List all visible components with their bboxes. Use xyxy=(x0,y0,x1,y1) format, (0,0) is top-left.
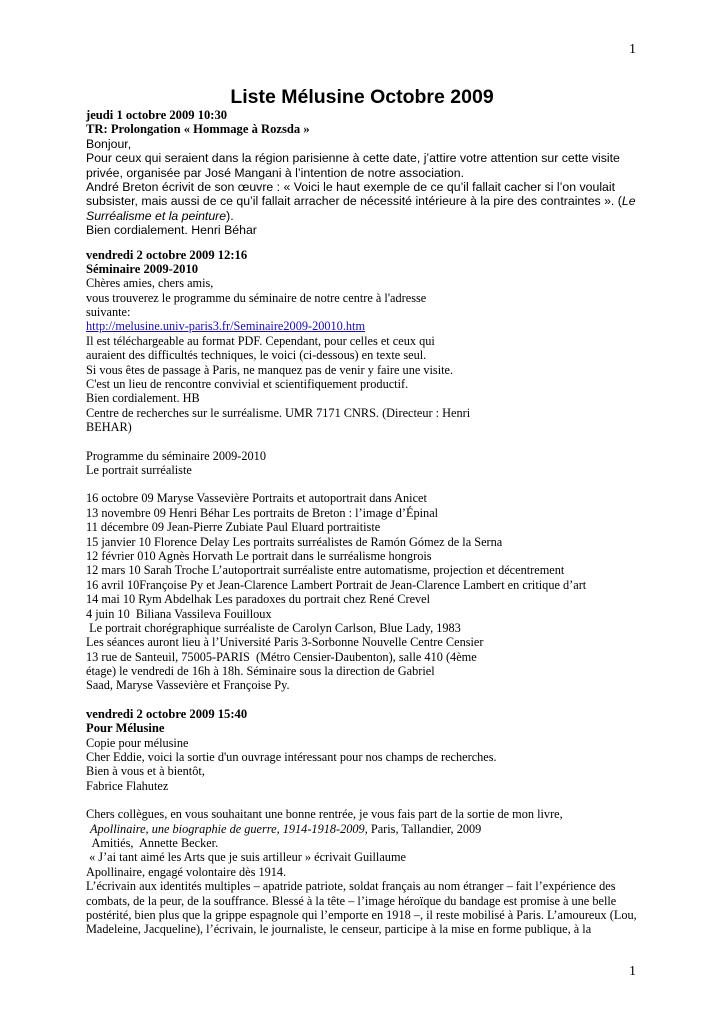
text-line: BEHAR) xyxy=(86,420,132,435)
text-span: subsister, mais aussi de ce qu’il fallait arracher de nécessité intérieure à la pire des contraintes ». ( xyxy=(86,194,622,209)
message-1 xyxy=(86,108,686,238)
seminar-link[interactable]: http://melusine.univ-paris3.fr/Seminaire2009-20010.htm xyxy=(86,319,366,334)
schedule-line: 12 mars 10 Sarah Troche L’autoportrait surréaliste entre automatisme, projection et décentrement xyxy=(86,563,565,578)
schedule-line: étage) le vendredi de 16h à 18h. Séminaire sous la direction de Gabriel xyxy=(86,664,435,679)
text-line: suivante: xyxy=(86,305,131,320)
page-number-bottom: 1 xyxy=(629,964,636,979)
text-span: , Paris, Tallandier, 2009 xyxy=(364,821,482,836)
text-line: Pour ceux qui seraient dans la région parisienne à cette date, j’attire votre attention sur cette visite xyxy=(86,151,620,166)
text-line: Copie pour mélusine xyxy=(86,735,189,750)
text-line: privée, organisée par José Mangani à l’intention de notre association. xyxy=(86,165,465,180)
schedule-line: 4 juin 10 Biliana Vassileva Fouilloux xyxy=(86,606,272,621)
schedule-line: Saad, Maryse Vassevière et Françoise Py. xyxy=(86,678,290,693)
text-line: Si vous êtes de passage à Paris, ne manquez pas de venir y faire une visite. xyxy=(86,362,454,377)
document-body xyxy=(86,108,686,937)
text-line: André Breton écrivit de son œuvre : « Voici le haut exemple de ce qu’il fallait cacher si l’on voulait xyxy=(86,179,616,194)
message-date: vendredi 2 octobre 2009 12:16 xyxy=(86,247,248,262)
text-line: L’écrivain aux identités multiples – apatride patriote, soldat français au nom étranger – fait l’expérience des xyxy=(86,879,616,894)
text-line: Apollinaire, engagé volontaire dès 1914. xyxy=(86,864,287,879)
message-date: vendredi 2 octobre 2009 15:40 xyxy=(86,706,248,721)
text-line: Madeleine, Jacqueline), l’écrivain, le journaliste, le censeur, participe à la mise en forme publique, à la xyxy=(86,922,592,937)
text-span: ). xyxy=(226,208,234,223)
schedule-line: Les séances auront lieu à l’Université Paris 3-Sorbonne Nouvelle Centre Censier xyxy=(86,635,484,650)
message-subject: Pour Mélusine xyxy=(86,721,165,736)
signature: Bien cordialement. Henri Béhar xyxy=(86,223,257,238)
schedule-line: 11 décembre 09 Jean-Pierre Zubiate Paul Eluard portraitiste xyxy=(86,520,381,535)
page-number-top: 1 xyxy=(629,42,636,57)
schedule-line: 16 octobre 09 Maryse Vassevière Portraits et autoportrait dans Anicet xyxy=(86,491,427,506)
text-line: Centre de recherches sur le surréalisme. UMR 7171 CNRS. (Directeur : Henri xyxy=(86,405,471,420)
text-line: Chères amies, chers amis, xyxy=(86,276,214,291)
schedule-line: 13 rue de Santeuil, 75005-PARIS (Métro Censier-Daubenton), salle 410 (4ème xyxy=(86,649,477,664)
book-title-part: Le xyxy=(621,194,636,209)
text-line: Cher Eddie, voici la sortie d'un ouvrage intéressant pour nos champs de recherches. xyxy=(86,750,497,765)
text-line: Bien à vous et à bientôt, xyxy=(86,764,205,779)
schedule-line: 13 novembre 09 Henri Béhar Les portraits de Breton : l’image d’Épinal xyxy=(86,505,439,520)
text-line xyxy=(86,822,686,836)
text-line: Bonjour, xyxy=(86,136,132,151)
text-line: vous trouverez le programme du séminaire de notre centre à l'adresse xyxy=(86,290,427,305)
message-date: jeudi 1 octobre 2009 10:30 xyxy=(86,108,228,122)
text-line: Chers collègues, en vous souhaitant une bonne rentrée, je vous fais part de la sortie de mon livre, xyxy=(86,807,563,822)
book-title-part: Surréalisme et la peinture xyxy=(86,208,227,223)
schedule-line: 12 février 010 Agnès Horvath Le portrait dans le surréalisme hongrois xyxy=(86,548,432,563)
schedule-line: 15 janvier 10 Florence Delay Les portraits surréalistes de Ramón Gómez de la Serna xyxy=(86,534,503,549)
message-2 xyxy=(86,248,686,693)
text-line: combats, de la peur, de la souffrance. Blessé à la tête – l’image héroïque du bandage est promise à une belle xyxy=(86,893,617,908)
page-title: Liste Mélusine Octobre 2009 xyxy=(230,86,494,108)
schedule-line: Le portrait chorégraphique surréaliste de Carolyn Carlson, Blue Lady, 1983 xyxy=(86,620,461,635)
text-line: « J’ai tant aimé les Arts que je suis artilleur » écrivait Guillaume xyxy=(86,850,406,865)
text-line: auraient des difficultés techniques, le voici (ci-dessous) en texte seul. xyxy=(86,348,427,363)
text-line: C'est un lieu de rencontre convivial et scientifiquement productif. xyxy=(86,377,409,392)
text-line: Programme du séminaire 2009-2010 xyxy=(86,448,266,463)
text-line: Le portrait surréaliste xyxy=(86,462,192,477)
message-3 xyxy=(86,707,686,937)
schedule-line: 14 mai 10 Rym Abdelhak Les paradoxes du portrait chez René Crevel xyxy=(86,592,431,607)
text-line: Il est téléchargeable au format PDF. Cependant, pour celles et ceux qui xyxy=(86,333,435,348)
text-line xyxy=(86,209,686,223)
text-line: Bien cordialement. HB xyxy=(86,391,200,406)
message-subject: Séminaire 2009-2010 xyxy=(86,261,199,276)
text-line xyxy=(86,194,686,208)
schedule-line: 16 avril 10Françoise Py et Jean-Clarence Lambert Portrait de Jean-Clarence Lambert en critique d’art xyxy=(86,577,587,592)
book-title: Apollinaire, une biographie de guerre, 1914-1918-2009 xyxy=(90,821,365,836)
text-line: Amitiés, Annette Becker. xyxy=(86,835,219,850)
text-line: Fabrice Flahutez xyxy=(86,778,169,793)
text-line: postérité, bien plus que la grippe espagnole qui l’emporte en 1918 –, il reste mobilisé à Paris. L’amoureux (Lou, xyxy=(86,907,637,922)
message-subject: TR: Prolongation « Hommage à Rozsda » xyxy=(86,122,310,137)
